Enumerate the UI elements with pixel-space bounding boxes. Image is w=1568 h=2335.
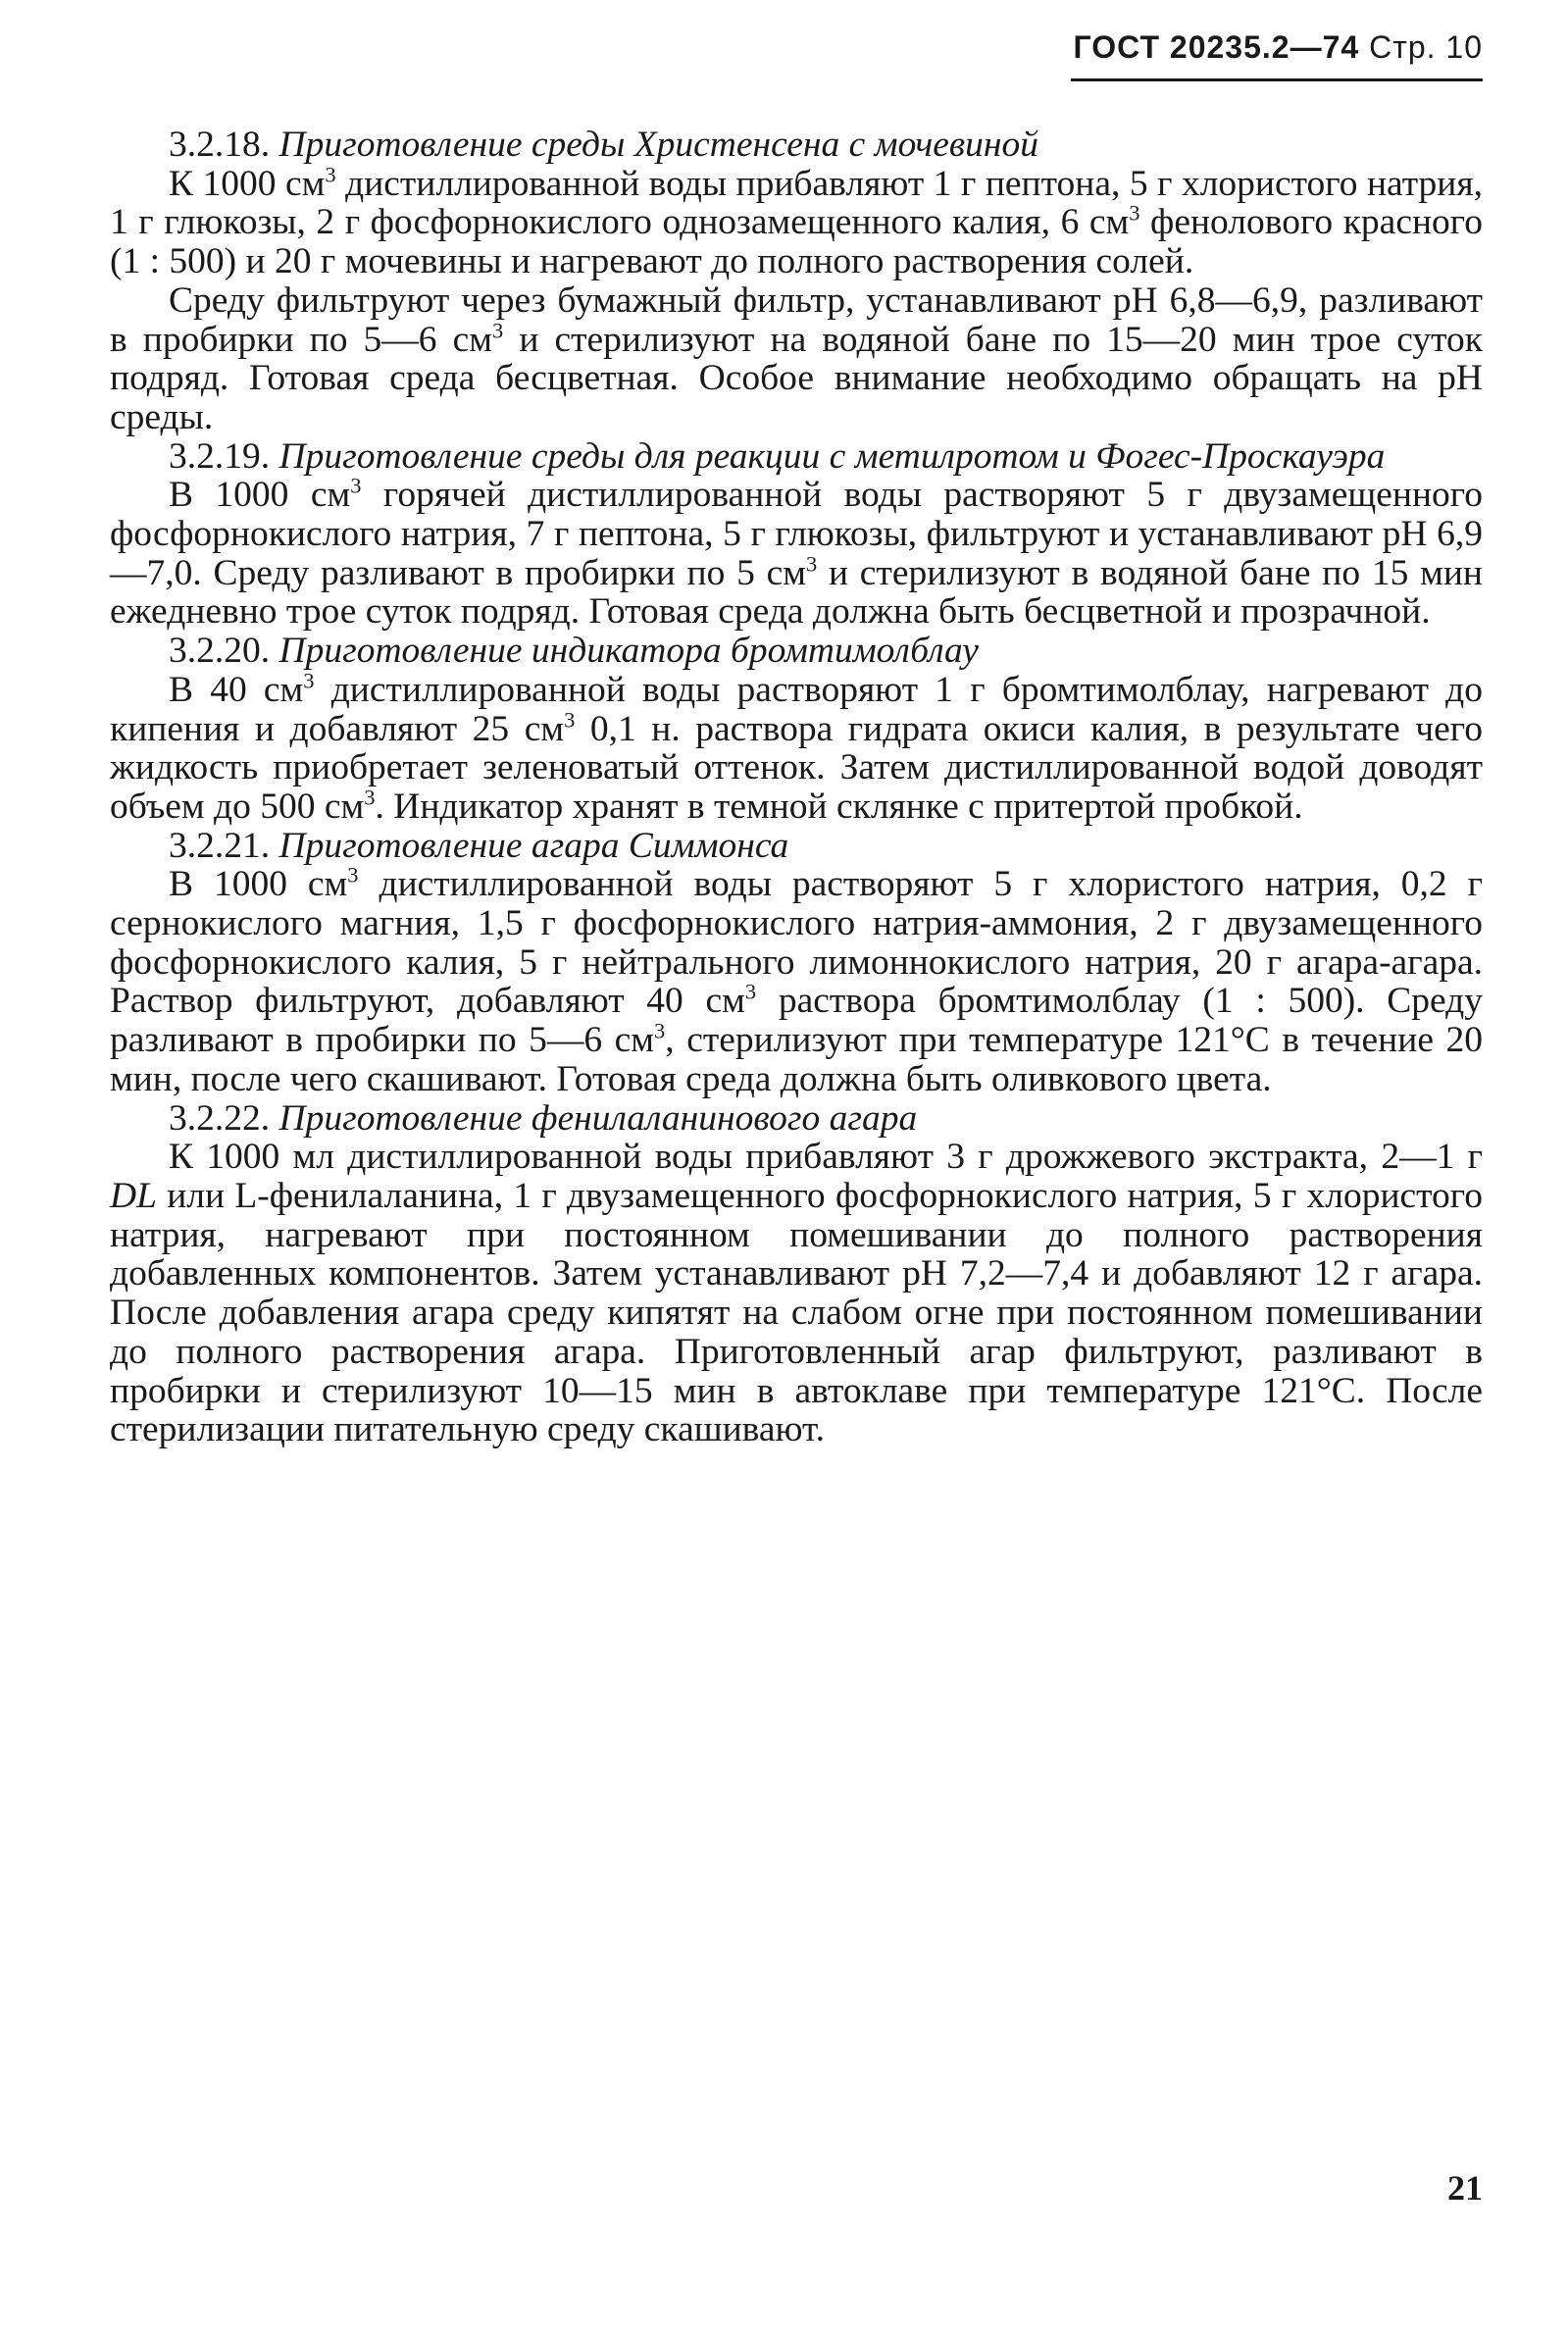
section-heading: Приготовление среды Христенсена с мочевиной (278, 125, 1039, 165)
text-run: . Индикатор хранят в темной склянке с притертой пробкой. (375, 786, 1303, 827)
header-rule (1071, 78, 1483, 81)
superscript: 3 (654, 1018, 666, 1043)
superscript: 3 (303, 668, 315, 693)
text-run: К 1000 см (169, 163, 326, 204)
paragraph (110, 162, 1483, 282)
page-number: 21 (1447, 2168, 1483, 2208)
section-number: 3.2.21. (169, 825, 271, 866)
section-heading: Приготовление фенилаланинового агара (278, 1097, 918, 1139)
section-number: 3.2.18. (169, 125, 271, 165)
body-text (110, 126, 1483, 1449)
page-content (110, 0, 1483, 2335)
text-run: горячей дистиллированной воды растворяют 5 г двузамещенного фосфорнокислого натрия, 7 г пептона, 5 г глюкозы, фильтруют и устанавливают рН 6,9—7,0. Среду разливают в пробирки по 5 см (110, 475, 1483, 593)
section-title (110, 437, 1483, 477)
superscript: 3 (564, 707, 576, 733)
text-run: и стерилизуют на водяной бане по 15—20 мин трое суток подряд. Готовая среда бесцветная. Особое внимание необходимо обращать на рН среды. (110, 319, 1483, 437)
text-run: Среду фильтруют через бумажный фильтр, устанавливают рН 6,8—6,9, разливают в пробирки по 5—6 см (110, 279, 1483, 360)
text-run: В 1000 см (169, 475, 351, 516)
superscript: 3 (347, 862, 359, 888)
superscript: 3 (325, 162, 336, 187)
section-title (110, 126, 1483, 165)
text-run: дистиллированной воды растворяют 1 г бромтимолблау, нагревают до кипения и добавляют 25 см (110, 669, 1483, 749)
section-number: 3.2.22. (169, 1097, 271, 1139)
paragraph (110, 473, 1483, 633)
standard-designation: ГОСТ 20235.2—74 (1073, 29, 1360, 65)
section-title (110, 1099, 1483, 1139)
section-number: 3.2.19. (169, 435, 271, 477)
section-heading: Приготовление агара Симмонса (278, 825, 789, 866)
paragraph (110, 862, 1484, 1099)
section-number: 3.2.20. (169, 631, 271, 672)
section-title (110, 827, 1483, 866)
section-title (110, 632, 1483, 671)
superscript: 3 (744, 979, 757, 1004)
paragraph (110, 281, 1483, 437)
text-run: дистиллированной воды растворяют 5 г хлористого натрия, 0,2 г сернокислого магния, 1,5 г фосфорнокислого натрия-аммония, 2 г двузамещенного фосфорнокислого калия, 5 г нейтрального лимоннокислого натрия, 20 г агара-агара. Раствор фильтруют, добавляют 40 см (110, 864, 1484, 1022)
paragraph (110, 668, 1484, 827)
page-header (1074, 29, 1483, 66)
section-heading: Приготовление индикатора бромтимолблау (278, 631, 979, 672)
text-run: фенолового красного (1 : 500) и 20 г мочевины и нагревают до полного растворения солей. (110, 202, 1483, 282)
superscript: 3 (364, 785, 376, 810)
text-run: В 40 см (169, 669, 304, 710)
paragraph (110, 1138, 1483, 1449)
superscript: 3 (492, 318, 504, 343)
text-run: и стерилизуют в водяной бане по 15 мин ежедневно трое суток подряд. Готовая среда должна быть бесцветной и прозрачной. (110, 552, 1483, 633)
superscript: 3 (350, 473, 362, 498)
text-run: К 1000 мл дистиллированной воды прибавляют 3 г дрожжевого экстракта, 2—1 г (169, 1137, 1483, 1178)
text-run: , стерилизуют при температуре 121°С в течение 20 мин, после чего скашивают. Готовая среда должна быть оливкового цвета. (110, 1020, 1483, 1099)
page-label: Стр. 10 (1369, 29, 1483, 65)
text-run: или L-фенилаланина, 1 г двузамещенного фосфорнокислого натрия, 5 г хлористого натрия, нагревают при постоянном помешивании до полного растворения добавленных компонентов. Затем устанавливают рН 7,2—7,4 и добавляют 12 г агара. После добавления агара среду кипятят на слабом огне при постоянном помешивании до полного растворения агара. Приготовленный агар фильтруют, разливают в пробирки и стерилизуют 10—15 мин в автоклаве при температуре 121°С. После стерилизации питательную среду скашивают. (110, 1175, 1483, 1450)
text-run: 0,1 н. раствора гидрата окиси калия, в результате чего жидкость приобретает зеленоватый оттенок. Затем дистиллированной водой доводят объем до 500 см (110, 708, 1484, 827)
text-run: дистиллированной воды прибавляют 1 г пептона, 5 г хлористого натрия, 1 г глюкозы, 2 г фосфорнокислого однозамещенного калия, 6 см (110, 163, 1483, 243)
text-run: В 1000 см (169, 864, 348, 905)
superscript: 3 (805, 551, 818, 577)
italic-text: DL (110, 1175, 157, 1216)
section-heading: Приготовление среды для реакции с метилротом и Фогес-Проскауэра (278, 435, 1386, 477)
superscript: 3 (1129, 200, 1140, 226)
text-run: раствора бромтимолблау (1 : 500). Среду разливают в пробирки по 5—6 см (110, 981, 1484, 1061)
